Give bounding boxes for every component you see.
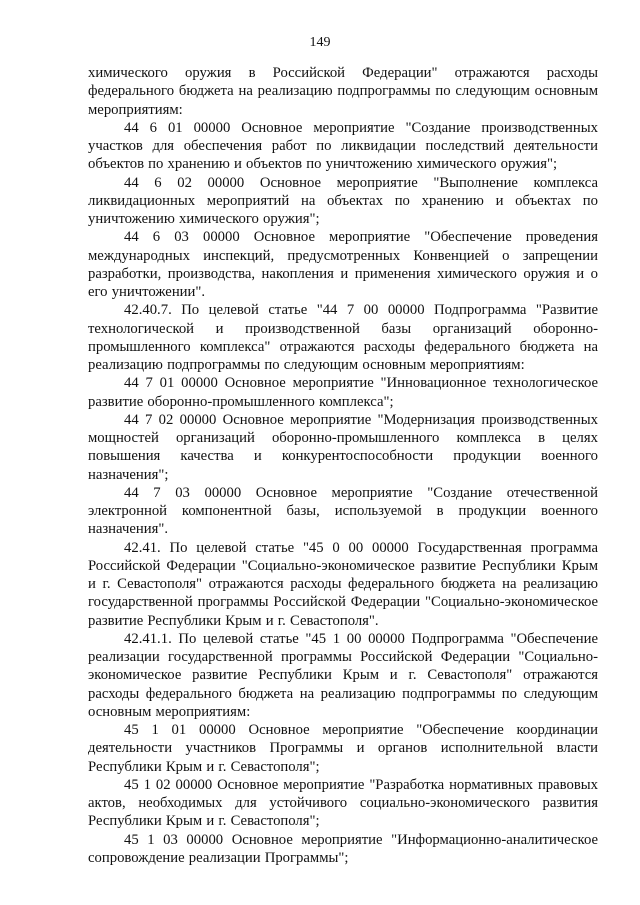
paragraph: 44 6 02 00000 Основное мероприятие "Выполнение комплекса ликвидационных мероприятий на объектах по хранению и объектах по уничтожению химического оружия"; bbox=[88, 174, 598, 227]
paragraph: 45 1 01 00000 Основное мероприятие "Обеспечение координации деятельности участников Программы и органов исполнительной власти Республики Крым и г. Севастополя"; bbox=[88, 722, 598, 775]
paragraph: химического оружия в Российской Федерации" отражаются расходы федерального бюджета на реализацию подпрограммы по следующим основным мероприятиям: bbox=[88, 65, 598, 118]
paragraph: 42.41.1. По целевой статье "45 1 00 00000 Подпрограмма "Обеспечение реализации государственной программы Российской Федерации "Социально-экономическое развитие Республики Крым и г. Севастополя" отражаются расходы федерального бюджета на реализацию подпрограммы по следующим основным мероприятиям: bbox=[88, 630, 598, 720]
paragraph: 44 7 03 00000 Основное мероприятие "Создание отечественной электронной компонентной базы, используемой в продукции военного назначения". bbox=[88, 484, 598, 538]
paragraph: 44 6 01 00000 Основное мероприятие "Создание производственных участков для обеспечения работ по ликвидации последствий деятельности объектов по хранению и объектов по уничтожению химического оружия"; bbox=[88, 119, 598, 173]
page-number: 149 bbox=[309, 35, 331, 50]
paragraph: 44 6 03 00000 Основное мероприятие "Обеспечение проведения международных инспекций, предусмотренных Конвенцией о запрещении разработки, производства, накопления и применения химического оружия и о его уничтожении". bbox=[88, 229, 598, 300]
paragraph: 45 1 03 00000 Основное мероприятие "Информационно-аналитическое сопровождение реализации Программы"; bbox=[88, 831, 598, 866]
paragraph: 44 7 02 00000 Основное мероприятие "Модернизация производственных мощностей организаций оборонно-промышленного комплекса в целях повышения качества и конкурентоспособности продукции военного назначения"; bbox=[88, 411, 598, 483]
paragraph: 45 1 02 00000 Основное мероприятие "Разработка нормативных правовых актов, необходимых для устойчивого социально-экономического развития Республики Крым и г. Севастополя"; bbox=[88, 776, 598, 830]
paragraph: 42.41. По целевой статье "45 0 00 00000 Государственная программа Российской Федерации "Социально-экономическое развитие Республики Крым и г. Севастополя" отражаются расходы федерального бюджета на реализацию государственной программы Российской Федерации "Социально-экономическое развитие Республики Крым и г. Севастополя". bbox=[88, 539, 598, 629]
document-body bbox=[88, 64, 598, 867]
paragraph: 42.40.7. По целевой статье "44 7 00 00000 Подпрограмма "Развитие технологической и производственной базы организаций оборонно-промышленного комплекса" отражаются расходы федерального бюджета на реализацию подпрограммы по следующим основным мероприятиям: bbox=[88, 302, 598, 373]
paragraph: 44 7 01 00000 Основное мероприятие "Инновационное технологическое развитие оборонно-промышленного комплекса"; bbox=[88, 375, 598, 410]
